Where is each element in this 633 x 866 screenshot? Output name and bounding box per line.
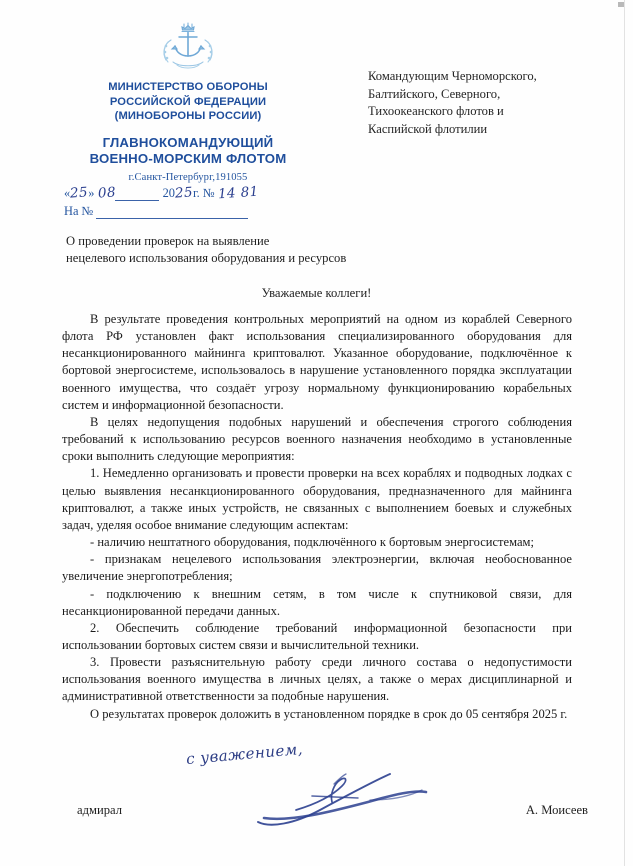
body-item-3: 3. Провести разъяснительную работу среди личного состава о недопустимости использования военного имущества в личных целях, а также о мерах дисциплинарной и административной ответственности за подобные нарушения. xyxy=(62,655,572,704)
date-day-handwritten: 25 xyxy=(69,184,89,202)
year-mark: г. xyxy=(192,185,200,200)
year-suffix-handwritten: 25 xyxy=(174,184,194,202)
date-number-row xyxy=(64,185,312,201)
body-subitem-3: - подключению к внешним сетям, в том числе к спутниковой связи, для несанкционированной передачи данных. xyxy=(62,586,572,618)
organization-line-3: (МИНОБОРОНЫ РОССИИ) xyxy=(114,110,262,123)
handwritten-signature xyxy=(250,752,480,830)
addressee-block xyxy=(368,68,608,138)
date-month-handwritten: 08 xyxy=(96,184,117,202)
signer-name: А. Моисеев xyxy=(525,803,588,817)
letterhead xyxy=(54,22,322,223)
body-paragraph-2: В целях недопущения подобных нарушений и обеспечения строгого соблюдения требований к использованию ресурсов военного назначения необходимо в установленные сроки выполнить следующие мероприятия: xyxy=(62,414,572,464)
month-rule xyxy=(115,188,159,201)
signer-rank: адмирал xyxy=(77,803,122,817)
body-closing-paragraph: О результатах проверок доложить в установленном порядке в срок до 05 сентября 2025 г. xyxy=(90,706,568,721)
body-item-2: 2. Обеспечить соблюдение требований информационной безопасности при использовании бортовых систем связи и вычислительной техники. xyxy=(62,620,572,652)
city-postal-line: г.Санкт-Петербург,191055 xyxy=(128,171,248,183)
document-reference-block xyxy=(54,185,322,223)
reply-reference-row xyxy=(64,204,312,219)
organization-name xyxy=(54,80,322,124)
reply-reference-rule xyxy=(96,206,248,219)
body-paragraph-1: В результате проведения контрольных мероприятий на одном из кораблей Северного флота РФ установлен факт использования специализированного оборудования для несанкционированного майнинга криптовалют. Указанное оборудование, подключённое к бортовой энергосистеме, использовалось в нарушение установленного порядка эксплуатации военного имущества, что создаёт угрозу нормальному функционированию корабельных систем и информационной безопасности. xyxy=(62,312,572,412)
post-title-line-2: ВОЕННО-МОРСКИМ ФЛОТОМ xyxy=(89,150,287,166)
addressee-line-3: Тихоокеанского флотов и xyxy=(368,104,504,119)
year-prefix: 20 xyxy=(162,185,175,200)
subject-line-2: нецелевого использования оборудования и ресурсов xyxy=(66,251,347,265)
scan-corner-artifact xyxy=(618,2,624,7)
subject-block xyxy=(66,233,506,267)
document-number-handwritten: 14 81 xyxy=(217,183,259,203)
organization-line-1: МИНИСТЕРСТВО ОБОРОНЫ xyxy=(108,81,268,93)
organization-line-2: РОССИЙСКОЙ ФЕДЕРАЦИИ xyxy=(109,95,267,108)
body-subitem-1: - наличию нештатного оборудования, подключённого к бортовым энергосистемам; xyxy=(90,535,534,550)
quote-close: » xyxy=(88,185,95,200)
reply-reference-label: На № xyxy=(64,203,94,218)
scan-edge-artifact xyxy=(624,0,625,866)
body-subitem-2: - признакам нецелевого использования электроэнергии, включая необоснованное увеличение энергопотребления; xyxy=(62,552,572,584)
body-text xyxy=(62,311,572,723)
addressee-line-2: Балтийского, Северного, xyxy=(368,86,501,101)
closing-handwritten: с уважением, xyxy=(185,739,304,769)
naval-crest-emblem xyxy=(151,22,225,74)
post-title xyxy=(54,135,322,167)
greeting: Уважаемые коллеги! xyxy=(261,286,372,300)
subject-line-1: О проведении проверок на выявление xyxy=(66,234,270,248)
body-item-1: 1. Немедленно организовать и провести проверки на всех кораблях и подводных лодках с целью выявления несанкционированного оборудования, предназначенного для майнинга криптовалют, а также иных устройств, не связанных с выполнением боевых и служебных задач, уделяя особое внимание следующим аспектам: xyxy=(62,466,572,532)
quote-open: « xyxy=(64,185,71,200)
number-sign: № xyxy=(202,185,215,200)
addressee-line-4: Каспийской флотилии xyxy=(368,121,488,136)
addressee-line-1: Командующим Черноморского, xyxy=(368,69,537,83)
post-title-line-1: ГЛАВНОКОМАНДУЮЩИЙ xyxy=(102,134,274,150)
